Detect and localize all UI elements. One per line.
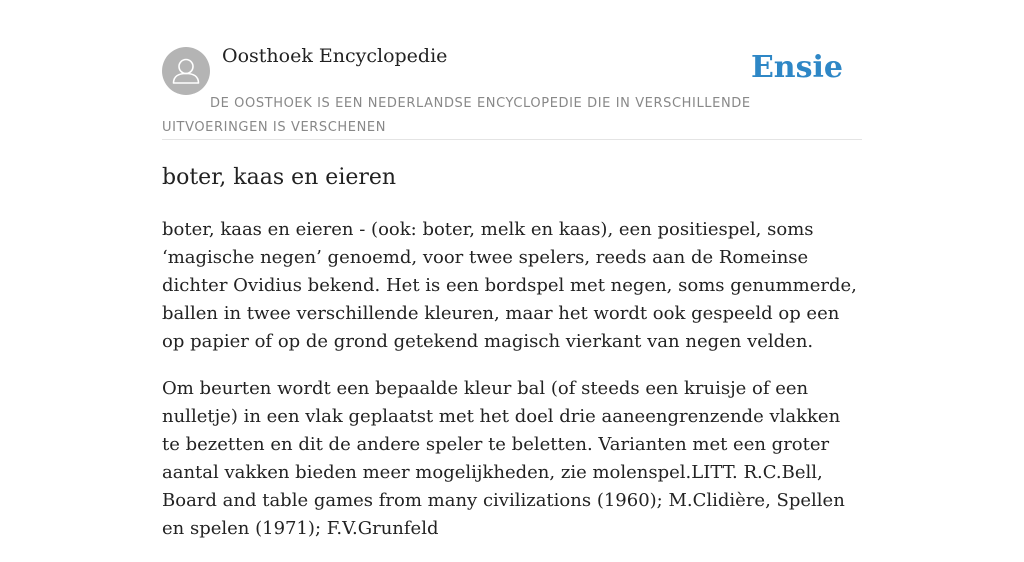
article-body <box>162 216 862 562</box>
page-title: boter, kaas en eieren <box>162 165 397 190</box>
article-paragraph: boter, kaas en eieren - (ook: boter, melk en kaas), een positiespel, soms ‘magische negen’ genoemd, voor twee spelers, reeds aan de Romeinse dichter Ovidius bekend. Het is een bordspel met negen, soms genummerde, ballen in twee verschillende kleuren, maar het wordt ook gespeeld op een op papier of op de grond getekend magisch vierkant van negen velden. <box>162 219 857 352</box>
header-divider <box>162 139 862 140</box>
avatar[interactable] <box>162 47 210 95</box>
brand-logo[interactable]: Ensie <box>750 50 843 85</box>
site-name[interactable]: Oosthoek Encyclopedie <box>222 45 448 67</box>
site-tagline: DE OOSTHOEK IS EEN NEDERLANDSE ENCYCLOPEDIE DIE IN VERSCHILLENDE UITVOERINGEN IS VERSCHENEN <box>162 96 751 135</box>
user-icon <box>162 47 210 95</box>
article-paragraph: Om beurten wordt een bepaalde kleur bal (of steeds een kruisje of een nulletje) in een vlak geplaatst met het doel drie aaneengrenzende vlakken te bezetten en dit de andere speler te beletten. Varianten met een groter aantal vakken bieden meer mogelijkheden, zie molenspel.LITT. R.C.Bell, Board and table games from many civilizations (1960); M.Clidière, Spellen en spelen (1971); F.V.Grunfeld <box>162 378 845 539</box>
